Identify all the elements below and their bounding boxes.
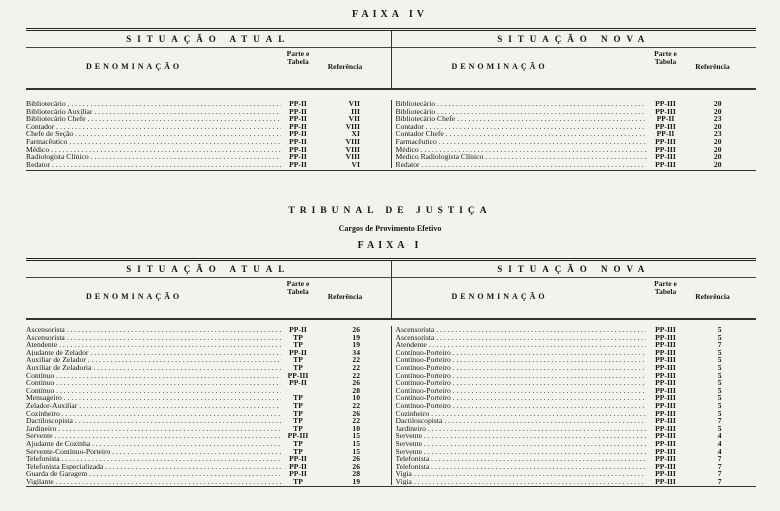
col-referencia: Referência — [695, 62, 730, 71]
table-row — [26, 100, 391, 108]
row-parte-tabela: TP — [293, 408, 303, 418]
row-denominacao: Contador Chefe . . . — [396, 130, 646, 138]
table-row — [392, 440, 757, 448]
table-row — [392, 326, 757, 334]
row-parte-tabela: PP-III — [655, 355, 676, 365]
row-referencia: 4 — [717, 431, 722, 441]
table-row — [392, 356, 757, 364]
row-referencia: 15 — [352, 431, 360, 441]
table-row — [392, 100, 757, 108]
row-parte-tabela: PP-II — [289, 454, 307, 464]
row-denominacao: Telefonista . . . — [396, 455, 646, 463]
table-row — [392, 153, 757, 161]
row-parte-tabela: PP-III — [655, 393, 676, 403]
row-referencia: 5 — [717, 362, 722, 372]
row-denominacao: Farmacêutico . . . — [396, 138, 646, 146]
col-parte: Parte e Tabela — [286, 279, 310, 296]
row-parte-tabela: PP-II — [289, 461, 307, 471]
row-referencia: 7 — [717, 476, 722, 486]
table-row — [26, 356, 391, 364]
row-referencia: 26 — [352, 454, 360, 464]
row-denominacao: Contínuo . . . — [26, 372, 281, 380]
tribunal-heading: TRIBUNAL DE JUSTIÇA — [288, 206, 492, 216]
table-row — [392, 146, 757, 154]
left-header — [26, 31, 392, 90]
row-denominacao: Bibliotecário Chefe . . . — [26, 115, 281, 123]
right-header — [392, 31, 757, 90]
row-referencia: 7 — [717, 454, 722, 464]
table-row — [26, 153, 391, 161]
row-parte-tabela: PP-II — [656, 114, 675, 124]
col-denominacao: DENOMINAÇÃO — [451, 62, 548, 71]
row-parte-tabela: TP — [293, 362, 303, 372]
row-referencia: 15 — [352, 438, 360, 448]
col-denominacao: DENOMINAÇÃO — [451, 292, 548, 301]
table-row — [26, 372, 391, 380]
table-row — [392, 448, 757, 456]
row-parte-tabela: PP-II — [289, 325, 307, 334]
row-referencia: 20 — [713, 136, 722, 146]
row-denominacao: Guarda de Garagem . . . — [26, 470, 281, 478]
row-denominacao: Auxiliar de Zelador . . . — [26, 356, 281, 364]
row-denominacao: Ajudante de Cozinha . . . — [26, 440, 281, 448]
row-denominacao: Bibliotecário . . . — [396, 100, 646, 108]
row-parte-tabela: PP-III — [655, 400, 676, 410]
row-denominacao: Dactiloscopista . . . — [26, 417, 281, 425]
row-referencia: 20 — [713, 144, 722, 154]
table-row — [392, 108, 757, 116]
table-row — [26, 402, 391, 410]
row-denominacao: Servente . . . — [396, 440, 646, 448]
row-referencia: 23 — [713, 129, 722, 139]
row-parte-tabela: PP-III — [655, 325, 676, 334]
row-parte-tabela: PP-III — [655, 159, 676, 169]
row-parte-tabela: PP-III — [655, 454, 676, 464]
row-referencia: VII — [348, 114, 360, 124]
table-row — [392, 410, 757, 418]
row-denominacao: Bibliotecário Chefe . . . — [396, 115, 646, 123]
row-denominacao: Bibliotecário . . . — [396, 108, 646, 116]
row-parte-tabela: PP-III — [655, 362, 676, 372]
table-row — [26, 417, 391, 425]
table-row — [392, 341, 757, 349]
row-referencia: 19 — [352, 476, 360, 486]
row-parte-tabela: PP-III — [655, 99, 676, 108]
table-row — [392, 364, 757, 372]
row-denominacao: Jardineiro . . . — [26, 425, 281, 433]
table-row — [26, 463, 391, 471]
row-referencia: 5 — [717, 423, 722, 433]
row-denominacao: Médico . . . — [396, 146, 646, 154]
row-denominacao: Contador . . . — [26, 123, 281, 131]
row-referencia: 20 — [713, 152, 722, 162]
table-row — [26, 326, 391, 334]
left-header — [26, 261, 392, 320]
row-parte-tabela: TP — [293, 438, 303, 448]
row-referencia: 10 — [352, 423, 360, 433]
row-referencia: 23 — [713, 114, 722, 124]
row-parte-tabela: TP — [293, 332, 303, 342]
row-referencia: VII — [348, 99, 360, 108]
row-denominacao: Auxiliar de Zeladoria . . . — [26, 364, 281, 372]
table-row — [26, 146, 391, 154]
row-denominacao: Contínuo-Porteiro . . . — [396, 387, 646, 395]
table-row — [392, 161, 757, 169]
row-parte-tabela: PP-II — [289, 378, 307, 388]
row-denominacao: Ascensorista . . . — [396, 334, 646, 342]
row-denominacao: Farmacêutico . . . — [26, 138, 281, 146]
left-rows — [26, 326, 392, 485]
row-parte-tabela: PP-II — [289, 99, 307, 108]
row-parte-tabela: PP-III — [655, 106, 676, 116]
row-parte-tabela: PP-III — [287, 431, 309, 441]
row-denominacao: Mensageiro . . . — [26, 394, 281, 402]
row-referencia: 22 — [352, 355, 360, 365]
row-referencia: 7 — [717, 469, 722, 479]
row-referencia: 5 — [717, 355, 722, 365]
row-denominacao: Cozinheiro . . . — [396, 410, 646, 418]
row-denominacao: Radiologista Clínico . . . — [26, 153, 281, 161]
row-referencia: 5 — [717, 385, 722, 395]
row-referencia: 22 — [352, 400, 360, 410]
table-row — [392, 402, 757, 410]
table-row — [392, 349, 757, 357]
row-parte-tabela: PP-III — [655, 385, 676, 395]
col-parte: Parte e Tabela — [286, 49, 310, 66]
row-referencia: 5 — [717, 408, 722, 418]
row-denominacao: Zelador-Auxiliar . . . — [26, 402, 281, 410]
table-row — [26, 455, 391, 463]
row-referencia: 5 — [717, 400, 722, 410]
row-denominacao: Redator . . . — [26, 161, 281, 169]
row-referencia: 20 — [713, 121, 722, 131]
row-referencia: 28 — [352, 385, 360, 395]
row-denominacao: Chefe de Seção . . . — [26, 130, 281, 138]
row-referencia: III — [351, 106, 360, 116]
table-row — [26, 364, 391, 372]
table-row — [26, 108, 391, 116]
row-referencia: 34 — [352, 347, 360, 357]
table-row — [392, 417, 757, 425]
row-denominacao: Atendente . . . — [26, 341, 281, 349]
table-row — [392, 432, 757, 440]
row-parte-tabela: PP-II — [289, 106, 307, 116]
table-row — [26, 341, 391, 349]
row-parte-tabela: PP-II — [289, 159, 307, 169]
row-denominacao: Redator . . . — [396, 161, 646, 169]
row-denominacao: Contínuo-Porteiro . . . — [396, 402, 646, 410]
left-header-title: SITUAÇÃO ATUAL — [26, 31, 391, 48]
row-denominacao: Contínuo-Porteiro . . . — [396, 356, 646, 364]
row-referencia: 5 — [717, 370, 722, 380]
table-row — [26, 448, 391, 456]
row-parte-tabela: PP-III — [655, 408, 676, 418]
faixa-i-table — [26, 258, 756, 487]
table-row — [392, 372, 757, 380]
col-denominacao: DENOMINAÇÃO — [86, 62, 183, 71]
row-denominacao: Ajudante de Zelador . . . — [26, 349, 281, 357]
row-referencia: XI — [351, 129, 360, 139]
table-row — [26, 470, 391, 478]
row-referencia: VIII — [345, 152, 360, 162]
row-referencia: 20 — [713, 99, 722, 108]
row-parte-tabela: TP — [293, 393, 303, 403]
row-referencia: 5 — [717, 393, 722, 403]
row-parte-tabela: PP-III — [655, 332, 676, 342]
table-row — [392, 394, 757, 402]
row-denominacao: Servente . . . — [26, 432, 281, 440]
row-parte-tabela: TP — [293, 416, 303, 426]
faixa-iv-table — [26, 28, 756, 171]
col-parte: Parte e Tabela — [654, 49, 677, 66]
col-referencia: Referência — [327, 292, 363, 301]
table-header — [26, 31, 756, 90]
row-referencia: 22 — [352, 370, 360, 380]
table-row — [392, 334, 757, 342]
table-row — [26, 138, 391, 146]
table-row — [26, 349, 391, 357]
row-parte-tabela: PP-III — [655, 144, 676, 154]
row-parte-tabela: PP-III — [655, 370, 676, 380]
row-parte-tabela: PP-III — [655, 378, 676, 388]
section1-title: FAIXA IV — [352, 9, 428, 20]
row-denominacao: Ascensorista . . . — [396, 326, 646, 334]
row-parte-tabela: PP-III — [655, 438, 676, 448]
row-denominacao: Contínuo-Porteiro . . . — [396, 364, 646, 372]
row-denominacao: Contínuo . . . — [26, 387, 281, 395]
row-parte-tabela: PP-III — [655, 461, 676, 471]
row-referencia: 7 — [717, 461, 722, 471]
row-denominacao: Contínuo-Porteiro . . . — [396, 379, 646, 387]
left-header-title: SITUAÇÃO ATUAL — [26, 261, 391, 278]
table-row — [26, 387, 391, 395]
row-denominacao: Bibliotecário . . . — [26, 100, 281, 108]
row-referencia: 5 — [717, 378, 722, 388]
row-parte-tabela: PP-II — [289, 469, 307, 479]
table-row — [392, 425, 757, 433]
table-row — [26, 334, 391, 342]
table-row — [26, 115, 391, 123]
left-rows — [26, 100, 392, 168]
row-referencia: 19 — [352, 340, 360, 350]
row-denominacao: Vigilante . . . — [26, 478, 281, 486]
row-denominacao: Telefonista . . . — [396, 463, 646, 471]
row-referencia: 28 — [352, 469, 360, 479]
row-parte-tabela: PP-II — [289, 152, 307, 162]
row-denominacao: Contínuo-Porteiro . . . — [396, 394, 646, 402]
table-row — [392, 138, 757, 146]
row-denominacao: Cozinheiro . . . — [26, 410, 281, 418]
row-denominacao: Médico . . . — [26, 146, 281, 154]
table-row — [392, 387, 757, 395]
row-parte-tabela: PP-II — [656, 129, 675, 139]
row-parte-tabela: PP-III — [655, 416, 676, 426]
row-denominacao: Servente . . . — [396, 432, 646, 440]
right-rows — [392, 326, 757, 485]
row-referencia: 4 — [717, 446, 722, 456]
row-parte-tabela: PP-II — [289, 121, 307, 131]
col-referencia: Referência — [695, 292, 730, 301]
row-referencia: 22 — [352, 416, 360, 426]
cargos-subheading: Cargos de Provimento Efetivo — [338, 224, 442, 233]
row-parte-tabela: TP — [293, 476, 303, 486]
row-referencia: 26 — [352, 408, 360, 418]
row-parte-tabela: PP-III — [655, 423, 676, 433]
right-header-title: SITUAÇÃO NOVA — [392, 31, 757, 48]
row-parte-tabela: PP-II — [289, 144, 307, 154]
row-parte-tabela: PP-III — [655, 431, 676, 441]
table-header — [26, 261, 756, 320]
row-parte-tabela: PP-II — [289, 129, 307, 139]
table-row — [392, 130, 757, 138]
row-parte-tabela: PP-III — [287, 370, 309, 380]
row-parte-tabela: TP — [293, 340, 303, 350]
table-row — [26, 161, 391, 169]
table-row — [26, 478, 391, 486]
row-parte-tabela: PP-III — [655, 152, 676, 162]
table-row — [26, 123, 391, 131]
table-row — [26, 440, 391, 448]
row-parte-tabela: PP-III — [655, 340, 676, 350]
row-referencia: VIII — [345, 121, 360, 131]
row-denominacao: Servente-Contínuo-Porteiro . . . — [26, 448, 281, 456]
row-referencia: 20 — [713, 159, 722, 169]
row-referencia: 19 — [352, 332, 360, 342]
row-parte-tabela: TP — [293, 400, 303, 410]
row-referencia: VIII — [345, 136, 360, 146]
row-denominacao: Vigia . . . — [396, 470, 646, 478]
row-denominacao: Telefonista . . . — [26, 455, 281, 463]
row-parte-tabela: PP-III — [655, 136, 676, 146]
row-denominacao: Atendente . . . — [396, 341, 646, 349]
row-denominacao: Contador . . . — [396, 123, 646, 131]
row-denominacao: Ascensorista . . . — [26, 334, 281, 342]
table-row — [392, 463, 757, 471]
row-parte-tabela: PP-II — [289, 114, 307, 124]
row-parte-tabela: TP — [293, 423, 303, 433]
table-row — [26, 130, 391, 138]
col-denominacao: DENOMINAÇÃO — [86, 292, 183, 301]
row-denominacao: Servente . . . — [396, 448, 646, 456]
row-denominacao: Contínuo-Porteiro . . . — [396, 349, 646, 357]
col-referencia: Referência — [327, 62, 363, 71]
row-parte-tabela: TP — [293, 355, 303, 365]
row-parte-tabela: PP-III — [655, 446, 676, 456]
row-denominacao: Contínuo . . . — [26, 379, 281, 387]
row-referencia: 5 — [717, 347, 722, 357]
row-referencia: 26 — [352, 461, 360, 471]
row-denominacao: Bibliotecário Auxiliar . . . — [26, 108, 281, 116]
table-row — [392, 115, 757, 123]
row-referencia: 7 — [717, 340, 722, 350]
row-denominacao: Telefonista Especializada . . . — [26, 463, 281, 471]
row-referencia: 22 — [352, 362, 360, 372]
table-row — [392, 455, 757, 463]
table-row — [26, 379, 391, 387]
table-row — [392, 379, 757, 387]
row-denominacao: Jardineiro . . . — [396, 425, 646, 433]
right-rows — [392, 100, 757, 168]
col-parte: Parte e Tabela — [654, 279, 677, 296]
row-referencia: 26 — [352, 378, 360, 388]
row-parte-tabela: PP-III — [655, 121, 676, 131]
row-referencia: 5 — [717, 332, 722, 342]
row-parte-tabela: TP — [293, 446, 303, 456]
table-row — [26, 394, 391, 402]
right-header-title: SITUAÇÃO NOVA — [392, 261, 757, 278]
row-referencia: 5 — [717, 325, 722, 334]
table-row — [26, 425, 391, 433]
row-denominacao: Dactiloscopista . . . — [396, 417, 646, 425]
row-parte-tabela: PP-II — [289, 136, 307, 146]
row-denominacao: Vigia . . . — [396, 478, 646, 486]
row-referencia: 7 — [717, 416, 722, 426]
row-parte-tabela: PP-II — [289, 347, 307, 357]
row-referencia: 26 — [352, 325, 360, 334]
row-denominacao: Medico Radiologista Clínico . . . — [396, 153, 646, 161]
row-referencia: VI — [351, 159, 360, 169]
row-denominacao: Contínuo-Porteiro . . . — [396, 372, 646, 380]
row-denominacao: Ascensorista . . . — [26, 326, 281, 334]
section2-title: FAIXA I — [357, 240, 423, 251]
row-parte-tabela: PP-III — [655, 469, 676, 479]
row-referencia: 20 — [713, 106, 722, 116]
table-row — [26, 410, 391, 418]
table-row — [392, 478, 757, 486]
right-header — [392, 261, 757, 320]
table-row — [26, 432, 391, 440]
row-referencia: VIII — [345, 144, 360, 154]
row-parte-tabela: PP-III — [655, 476, 676, 486]
row-referencia: 10 — [352, 393, 360, 403]
row-referencia: 15 — [352, 446, 360, 456]
table-row — [392, 123, 757, 131]
row-parte-tabela: PP-III — [655, 347, 676, 357]
row-referencia: 4 — [717, 438, 722, 448]
table-row — [392, 470, 757, 478]
